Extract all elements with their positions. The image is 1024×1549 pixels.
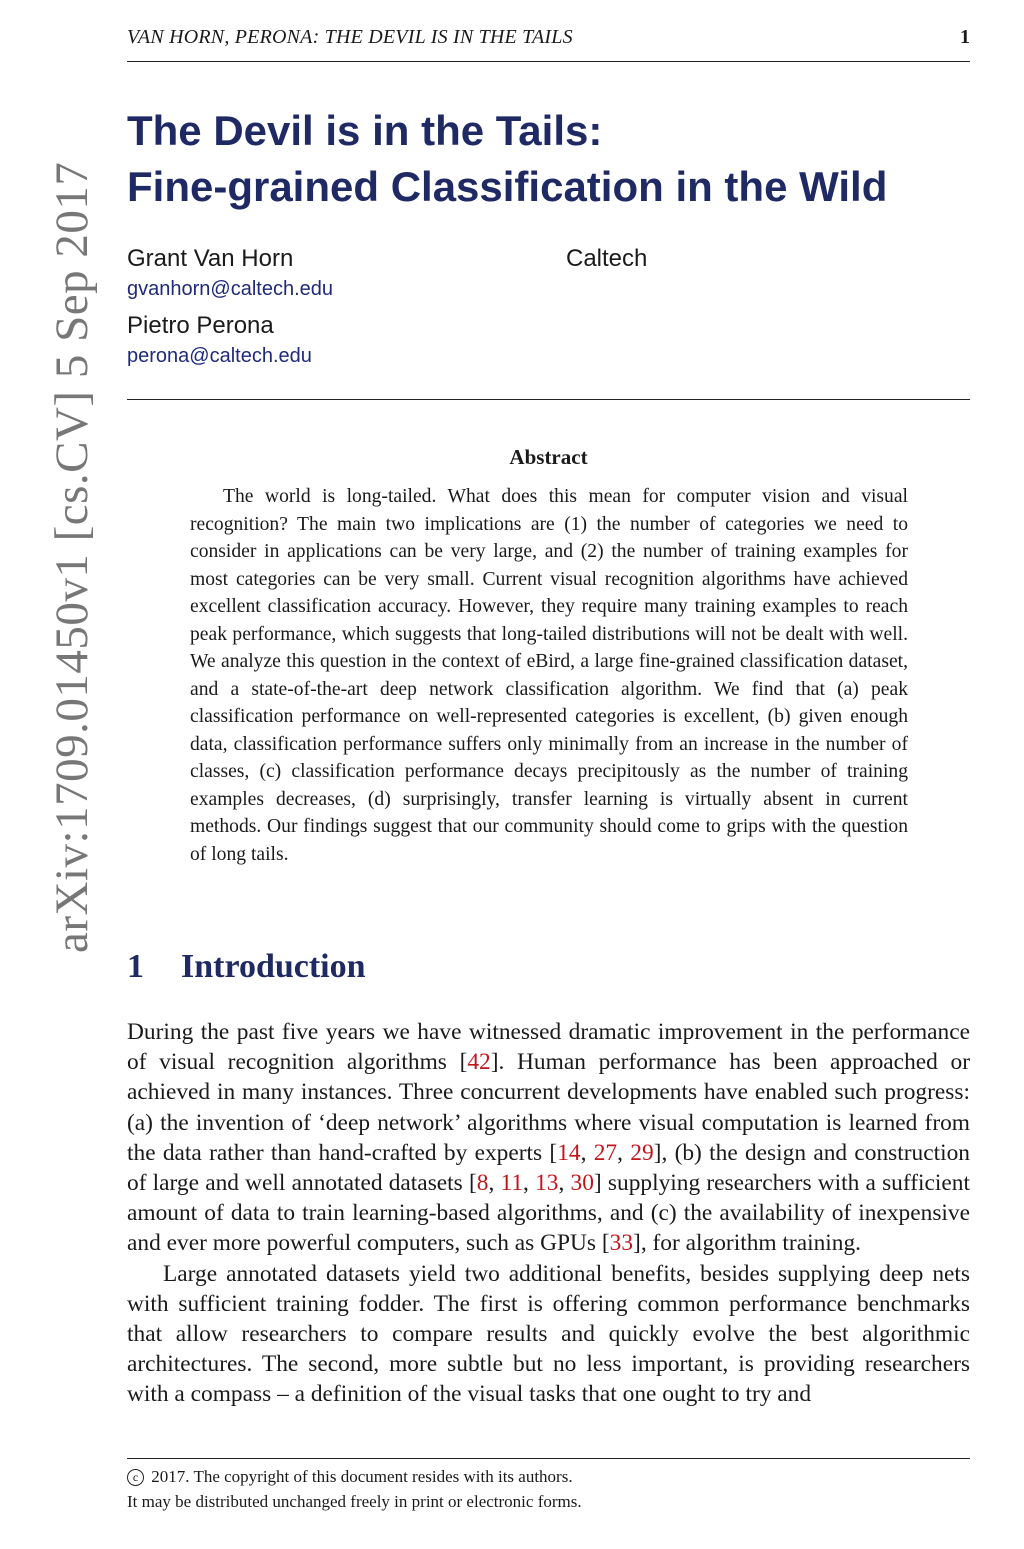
- citation-link[interactable]: 27: [593, 1139, 618, 1166]
- citation-link[interactable]: 14: [557, 1139, 581, 1166]
- citation-link[interactable]: 11: [500, 1170, 524, 1197]
- paper-title: [127, 103, 887, 215]
- author-name-1: Grant Van Horn: [127, 245, 294, 272]
- authors-rule: [127, 399, 970, 400]
- header-rule: [127, 61, 970, 62]
- intro-paragraph-1: During the past five years we have witnessed dramatic improvement in the performance of visual recognition algorithms [42]. Human performance has been approached or achieved in many instances. Three concurrent developments have enabled such progress: (a) the invention of ‘deep network’ algorithms where visual computation is learned from the data rather than hand-crafted by experts [14, 27, 29], (b) the design and construction of large and well annotated datasets [8, 11, 13, 30] supplying researchers with a sufficient amount of data to train learning-based algorithms, and (c) the availability of inexpensive and ever more powerful computers, such as GPUs [33], for algorithm training.: [127, 1019, 971, 1257]
- arxiv-stamp: arXiv:1709.01450v1 [cs.CV] 5 Sep 2017: [46, 161, 98, 953]
- section-title: Introduction: [181, 948, 366, 985]
- abstract-text: The world is long-tailed. What does this mean for computer vision and visual recognition? The main two implications are (1) the number of categories we need to consider in applications can be very large, and (2) the number of training examples for most categories can be very small. Current visual recognition algorithms have achieved excellent classification accuracy. However, they require many training examples to reach peak performance, which suggests that long-tailed distributions will not be dealt with well. We analyze this question in the context of eBird, a large fine-grained classification dataset, and a state-of-the-art deep network classification algorithm. We find that (a) peak classification performance on well-represented categories is excellent, (b) given enough data, classification performance suffers only minimally from an increase in the number of classes, (c) classification performance decays precipitously as the number of training examples decreases, (d) surprisingly, transfer learning is virtually absent in current methods. Our findings suggest that our community should come to grips with the question of long tails.: [190, 486, 908, 865]
- author-email-2[interactable]: perona@caltech.edu: [127, 345, 312, 367]
- author-email-1[interactable]: gvanhorn@caltech.edu: [127, 278, 333, 300]
- citation-link[interactable]: 13: [535, 1170, 559, 1197]
- title-line-2: Fine-grained Classification in the Wild: [127, 163, 888, 210]
- running-header: [127, 26, 970, 54]
- intro-body: [127, 1017, 970, 1410]
- affiliation: Caltech: [566, 245, 648, 272]
- page-number: 1: [960, 26, 970, 48]
- abstract-heading: Abstract: [509, 445, 588, 469]
- copyright-footnote: [127, 1464, 582, 1514]
- footnote-line-1: c 2017. The copyright of this document resides with its authors.: [127, 1464, 582, 1489]
- citation-link[interactable]: 42: [467, 1049, 491, 1076]
- citation-link[interactable]: 29: [630, 1139, 654, 1166]
- running-title: VAN HORN, PERONA: THE DEVIL IS IN THE TAILS: [127, 26, 573, 48]
- citation-link[interactable]: 8: [476, 1170, 489, 1197]
- abstract-body: [190, 483, 908, 868]
- footnote-rule: [127, 1458, 970, 1459]
- intro-paragraph-2: Large annotated datasets yield two additional benefits, besides supplying deep nets with sufficient training fodder. The first is offering common performance benchmarks that allow researchers to compare results and quickly evolve the best algorithmic architectures. The second, more subtle but no less important, is providing researchers with a compass – a definition of the visual tasks that one ought to try and: [127, 1260, 970, 1408]
- section-heading: [127, 948, 366, 986]
- footnote-line-2: It may be distributed unchanged freely in print or electronic forms.: [127, 1492, 582, 1511]
- author-name-2: Pietro Perona: [127, 312, 274, 339]
- citation-link[interactable]: 30: [570, 1170, 594, 1197]
- citation-link[interactable]: 33: [609, 1230, 634, 1257]
- section-number: 1: [127, 948, 144, 985]
- copyright-icon: c: [127, 1469, 144, 1486]
- title-line-1: The Devil is in the Tails:: [127, 107, 603, 154]
